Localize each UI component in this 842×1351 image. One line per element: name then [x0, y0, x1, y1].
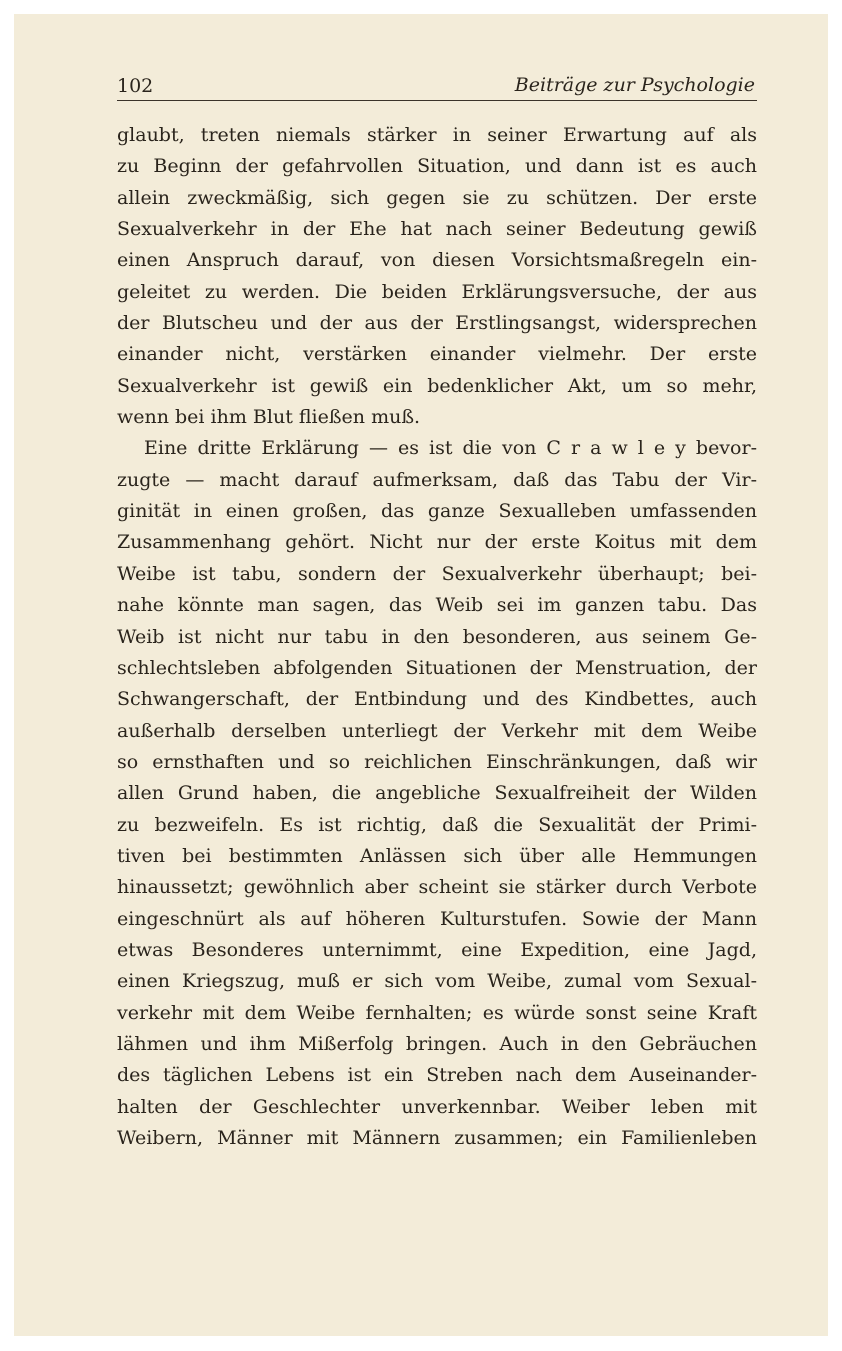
text-line: Zusammenhang gehört. Nicht nur der erste Koitus mit dem [117, 531, 757, 554]
text-line: Sexualverkehr in der Ehe hat nach seiner Bedeutung gewiß [117, 218, 757, 241]
text-line: so ernsthaften und so reichlichen Einschränkungen, daß wir [117, 750, 757, 773]
text-line: glaubt, treten niemals stärker in seiner Erwartung auf als [117, 124, 757, 146]
text-line: lähmen und ihm Mißerfolg bringen. Auch in den Gebräuchen [117, 1032, 757, 1055]
text-line: schlechtsleben abfolgenden Situationen der Menstruation, der [117, 656, 757, 679]
text-line: der Blutscheu und der aus der Erstlingsangst, widersprechen [117, 312, 757, 335]
text-line: wenn bei ihm Blut fließen muß. [117, 406, 421, 429]
text-line: nahe könnte man sagen, das Weib sei im ganzen tabu. Das [117, 594, 757, 617]
text-line: allen Grund haben, die angebliche Sexualfreiheit der Wilden [117, 782, 757, 805]
page-header [117, 72, 757, 102]
running-head: Beiträge zur Psychologie [514, 74, 755, 96]
text-line: außerhalb derselben unterliegt der Verkehr mit dem Weibe [117, 719, 757, 742]
text-line: zugte — macht darauf aufmerksam, daß das Tabu der Vir- [117, 468, 757, 491]
text-line: Weibern, Männer mit Männern zusammen; ein Familienleben [117, 1127, 757, 1149]
page-number: 102 [117, 75, 154, 97]
text-line: hinaussetzt; gewöhnlich aber scheint sie stärker durch Verbote [117, 876, 757, 899]
text-line: ginität in einen großen, das ganze Sexualleben umfassenden [117, 500, 757, 523]
header-rule [117, 100, 757, 101]
body-text [117, 120, 757, 1154]
text-line: allein zweckmäßig, sich gegen sie zu schützen. Der erste [117, 186, 757, 209]
text-line: Sexualverkehr ist gewiß ein bedenklicher Akt, um so mehr, [117, 374, 757, 397]
text-line: halten der Geschlechter unverkennbar. Weiber leben mit [117, 1095, 757, 1118]
text-line: geleitet zu werden. Die beiden Erklärungsversuche, der aus [117, 280, 757, 303]
text-line: zu bezweifeln. Es ist richtig, daß die Sexualität der Primi- [117, 813, 757, 836]
text-line: eingeschnürt als auf höheren Kulturstufen. Sowie der Mann [117, 907, 757, 930]
text-line: einander nicht, verstärken einander vielmehr. Der erste [117, 343, 757, 366]
text-line: verkehr mit dem Weibe fernhalten; es würde sonst seine Kraft [117, 1001, 757, 1024]
text-line: des täglichen Lebens ist ein Streben nach dem Auseinander- [117, 1064, 757, 1087]
text-line: etwas Besonderes unternimmt, eine Expedition, eine Jagd, [117, 938, 757, 961]
text-line: tiven bei bestimmten Anlässen sich über alle Hemmungen [117, 844, 757, 867]
text-line: Weibe ist tabu, sondern der Sexualverkehr überhaupt; bei- [117, 562, 757, 585]
text-line: Eine dritte Erklärung — es ist die von C r a w l e y bevor- [144, 437, 757, 460]
text-line: zu Beginn der gefahrvollen Situation, und dann ist es auch [117, 155, 757, 178]
text-line: einen Kriegszug, muß er sich vom Weibe, zumal vom Sexual- [117, 970, 757, 993]
text-line: Schwangerschaft, der Entbindung und des Kindbettes, auch [117, 688, 757, 711]
text-line: Weib ist nicht nur tabu in den besonderen, aus seinem Ge- [117, 625, 757, 648]
text-line: einen Anspruch darauf, von diesen Vorsichtsmaßregeln ein- [117, 249, 757, 272]
